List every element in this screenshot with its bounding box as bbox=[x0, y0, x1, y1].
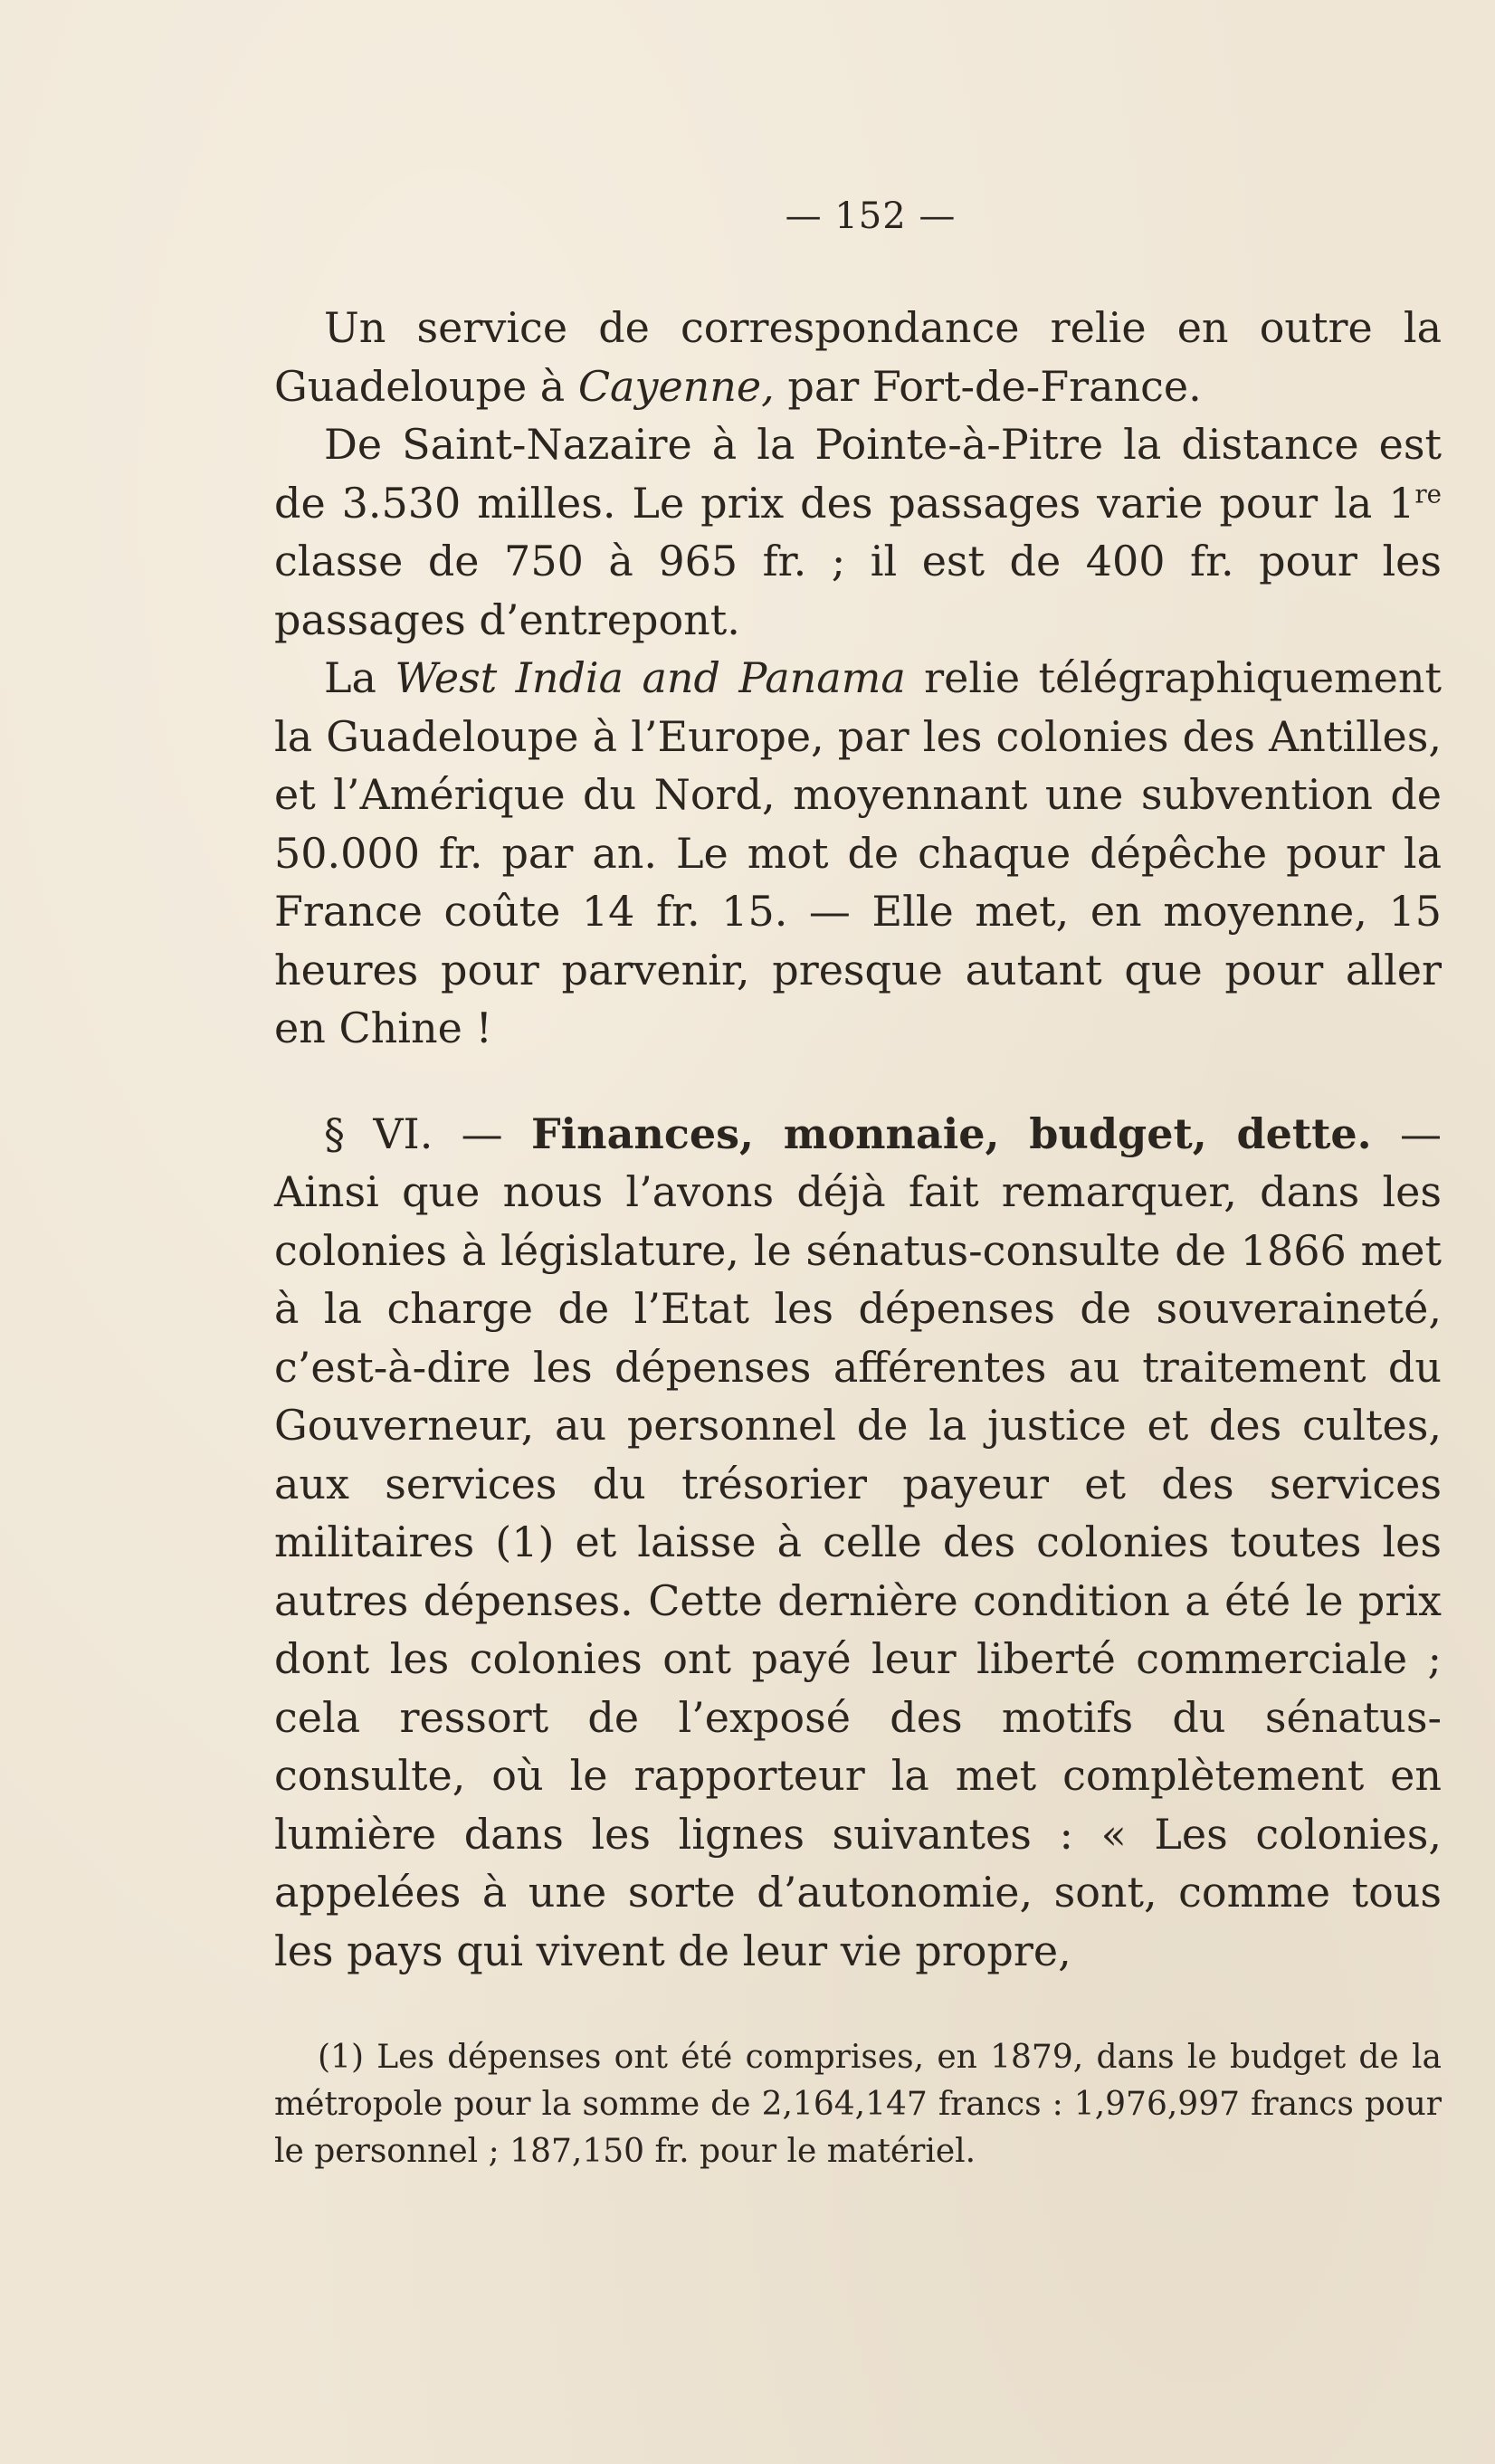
paragraph-text: classe de 750 à 965 fr. ; il est de 400 fr. pour les passages d’entrepont. bbox=[274, 537, 1442, 644]
book-page bbox=[274, 195, 1442, 2175]
section-marker: § VI. — bbox=[324, 1108, 531, 1158]
paragraph-text: relie télégraphiquement la Guadeloupe à l’Europe, par les colonies des Antilles, et l’Amérique du Nord, moyennant une subvention de 50.000 fr. par an. Le mot de chaque dépêche pour la France coûte 14 fr. 15. — Elle met, en moyenne, 15 heures pour parvenir, presque autant que pour aller en Chine ! bbox=[274, 653, 1442, 1052]
section-vi-paragraph bbox=[274, 1105, 1442, 1981]
superscript-ordinal: re bbox=[1414, 479, 1442, 509]
italic-place-name: Cayenne, bbox=[577, 361, 775, 411]
paragraph-telegraph bbox=[274, 649, 1442, 1058]
paragraph-text: par Fort-de-France. bbox=[774, 361, 1202, 411]
paragraph-correspondance bbox=[274, 299, 1442, 415]
paragraph-text: De Saint-Nazaire à la Pointe-à-Pitre la distance est de 3.530 milles. Le prix des passages varie pour la 1 bbox=[274, 420, 1442, 528]
paragraph-text: Un service de correspondance relie en outre la Guadeloupe à bbox=[274, 303, 1442, 411]
footnote-text: (1) Les dépenses ont été comprises, en 1879, dans le budget de la métropole pour la somme de 2,164,147 francs : 1,976,997 francs pour le personnel ; 187,150 fr. pour le matériel. bbox=[274, 2039, 1442, 2170]
section-dash: — bbox=[1371, 1108, 1442, 1158]
footnote bbox=[274, 2034, 1442, 2175]
paragraph-text: La bbox=[324, 653, 395, 702]
italic-company-name: West India and Panama bbox=[395, 653, 906, 702]
body-text bbox=[274, 299, 1442, 1980]
section-heading: Finances, monnaie, budget, dette. bbox=[531, 1108, 1372, 1158]
paragraph-distance bbox=[274, 415, 1442, 649]
page-number: — 152 — bbox=[785, 195, 957, 237]
paragraph-text: Ainsi que nous l’avons déjà fait remarquer, dans les colonies à législature, le sénatus-consulte de 1866 met à la charge de l’Etat les dépenses de souveraineté, c’est-à-dire les dépenses afférentes au traitement du Gouverneur, au personnel de la justice et des cultes, aux services du trésorier payeur et des services militaires (1) et laisse à celle des colonies toutes les autres dépenses. Cette dernière condition a été le prix dont les colonies ont payé leur liberté commerciale ; cela ressort de l’exposé des motifs du sénatus-consulte, où le rapporteur la met complètement en lumière dans les lignes suivantes : « Les colonies, appelées à une sorte d’autonomie, sont, comme tous les pays qui vivent de leur vie propre, bbox=[274, 1167, 1442, 1975]
